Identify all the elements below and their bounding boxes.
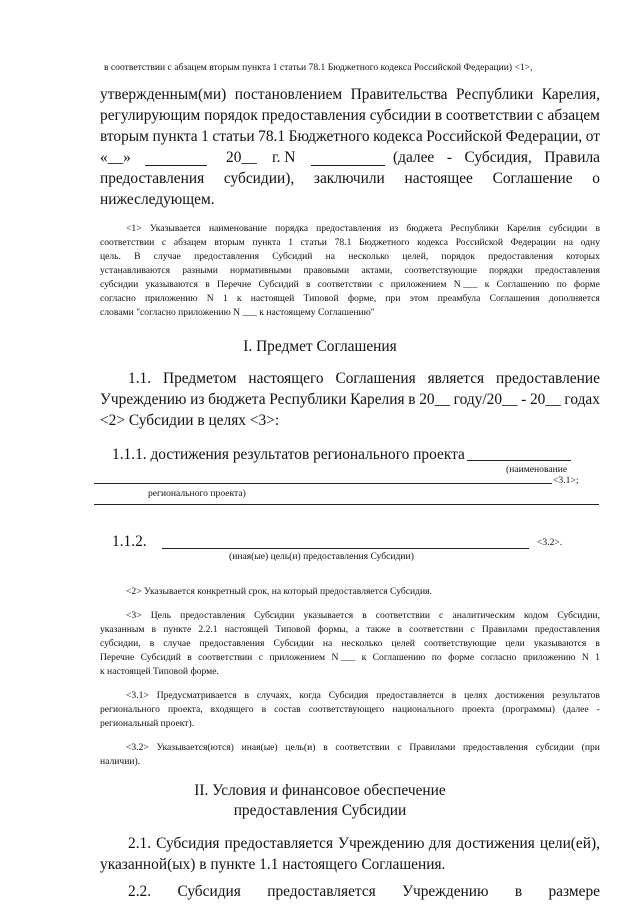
word: настоящей <box>224 624 269 635</box>
word: кодекса <box>373 128 423 145</box>
word: к <box>484 279 490 290</box>
word: с <box>397 742 402 753</box>
word: на <box>563 237 573 248</box>
word: случае <box>153 251 181 262</box>
word: дополняется <box>548 293 600 304</box>
word: - <box>596 704 600 715</box>
word: случаях, <box>256 690 292 701</box>
preamble-line-6: нижеследующем. <box>100 191 215 208</box>
word: из <box>389 223 399 234</box>
word: в <box>151 624 157 635</box>
top-continuation-line: в соответствии с абзацем вторым пункта 1 статьи 78.1 Бюджетного кодекса Российской Федерации) <1>, <box>104 62 533 73</box>
clause-1-1-line-2 <box>100 392 600 407</box>
word: 1 <box>288 237 293 248</box>
word: предоставления <box>100 170 205 187</box>
preamble-line-5 <box>100 171 600 186</box>
word: в <box>261 704 267 715</box>
word: разными <box>182 265 218 276</box>
word: постановлением <box>234 86 343 103</box>
preamble-line-3 <box>100 129 600 144</box>
word: Республики <box>269 391 347 408</box>
project-name-blank-3 <box>94 504 599 505</box>
word: целей <box>391 638 415 649</box>
word: (далее <box>393 149 435 166</box>
word: Соглашению <box>372 652 426 663</box>
word: порядок <box>204 107 258 124</box>
word: Бюджетного <box>359 237 410 248</box>
word: форме <box>448 652 475 663</box>
word: N ___ <box>453 279 478 290</box>
clause-1-1-1-note-b: регионального проекта) <box>148 488 246 499</box>
word: Республики <box>450 223 499 234</box>
word: Соглашение <box>492 170 573 187</box>
word: наименование <box>208 223 267 234</box>
word: 2.2. <box>128 883 152 900</box>
word: 1 <box>201 128 209 145</box>
word: вторым <box>100 128 149 145</box>
word: соответствии <box>375 610 430 621</box>
word: несколько <box>341 638 383 649</box>
word: вторым <box>214 237 245 248</box>
word: в <box>397 624 403 635</box>
preamble-year: 20__ <box>226 149 257 166</box>
word: преамбула <box>437 293 481 304</box>
word: с <box>439 610 444 621</box>
word: Субсидии <box>254 610 295 621</box>
word: приложению <box>522 652 576 663</box>
word: проекта, <box>168 704 203 715</box>
section-2-title-line-2: предоставления Субсидии <box>233 802 407 819</box>
footnote-1-line-3 <box>100 252 600 262</box>
word: приложением <box>390 279 447 290</box>
word: году/20__ <box>453 391 518 408</box>
section-2-title-line-1: II. Условия и финансовое обеспечение <box>194 782 446 799</box>
date-blank-line <box>145 165 207 166</box>
word: статьи <box>300 237 327 248</box>
word: кодом <box>524 610 549 621</box>
word: Перечне <box>100 652 135 663</box>
footnote-3-2-line-1 <box>126 743 600 753</box>
word: а <box>355 624 360 635</box>
word: с <box>379 279 384 290</box>
word: предоставления <box>316 223 382 234</box>
clause-1-1-2-number: 1.1.2. <box>112 533 147 550</box>
word: иная(ые) <box>241 742 278 753</box>
word: соответствии <box>198 652 253 663</box>
word: к <box>236 293 242 304</box>
word: Российской <box>455 237 503 248</box>
word: утвержденным(ми) <box>100 86 227 103</box>
word: Правилами <box>481 624 528 635</box>
word: 20__ <box>419 391 450 408</box>
word: устанавливаются <box>100 265 171 276</box>
word: одну <box>580 237 600 248</box>
word: 2.1. <box>128 835 152 852</box>
word: 1.1. <box>128 370 152 387</box>
word: Субсидия <box>156 835 220 852</box>
word: соответствии <box>317 279 372 290</box>
word: - <box>521 391 527 408</box>
word: предоставления <box>199 638 265 649</box>
word: в <box>595 638 600 649</box>
word: цель. <box>100 251 121 262</box>
word: предоставляется <box>267 883 376 900</box>
word: Учреждению <box>338 835 424 852</box>
word: Республики <box>456 86 534 103</box>
word: Предметом <box>162 370 237 387</box>
preamble-line-1 <box>100 87 600 102</box>
word: пункта <box>252 237 281 248</box>
word: N ___ <box>331 652 356 663</box>
word: соответствии <box>100 237 155 248</box>
footnote-1-line-6 <box>100 294 600 304</box>
project-name-blank <box>467 460 571 461</box>
word: в <box>244 690 250 701</box>
clause-1-1-1: 1.1.1. достижения результатов регионального проекта <box>112 446 465 463</box>
word: Типовой <box>275 624 311 635</box>
word: <1> <box>126 223 142 234</box>
word: национального <box>392 704 454 715</box>
word: несколько <box>348 251 390 262</box>
word: цель(и) <box>285 742 316 753</box>
word: Правительства <box>350 86 448 103</box>
word: Российской <box>426 128 503 145</box>
word: Правила <box>544 149 600 166</box>
word: нормативными <box>230 265 292 276</box>
word: регионального <box>100 704 160 715</box>
word: 1 <box>222 293 228 304</box>
word: абзацем <box>547 107 600 124</box>
word: актами, <box>361 265 393 276</box>
preamble-number-label: г. N <box>272 149 296 166</box>
footnote-2: <2> Указывается конкретный срок, на который предоставляется Субсидия. <box>126 586 432 597</box>
word: предоставление <box>496 370 600 387</box>
word: предоставления <box>261 107 366 124</box>
word: пункта <box>152 128 198 145</box>
clause-1-1-1-ref: <3.1>; <box>553 475 579 486</box>
word: с <box>470 624 475 635</box>
word: указываются <box>533 638 587 649</box>
clause-1-1-2-ref: <3.2>. <box>537 537 563 548</box>
word: формы, <box>317 624 349 635</box>
word: Перечне <box>217 279 252 290</box>
word: статьи <box>212 128 255 145</box>
footnote-1-line-4 <box>100 266 600 276</box>
word: форме <box>573 279 600 290</box>
word: Субсидий <box>140 652 181 663</box>
word: из <box>190 391 205 408</box>
word: (при <box>581 742 600 753</box>
word: Учреждению <box>402 883 489 900</box>
word: предоставления <box>534 624 600 635</box>
word: достижения <box>495 690 545 701</box>
footnote-3-line-1 <box>126 611 600 621</box>
word: предоставления <box>488 251 553 262</box>
word: Учреждению <box>100 391 187 408</box>
word: правовыми <box>303 265 350 276</box>
word: Карелия <box>350 391 405 408</box>
word: предоставления <box>463 742 528 753</box>
section-1-title: I. Предмет Соглашения <box>243 338 397 355</box>
word: в <box>306 279 311 290</box>
word: N <box>581 652 589 663</box>
word: настоящее <box>404 170 473 187</box>
footnote-3-line-4 <box>100 653 600 663</box>
word: соответствии <box>409 624 464 635</box>
word: предоставляется <box>224 835 334 852</box>
word: в <box>408 391 416 408</box>
word: форме, <box>347 293 377 304</box>
word: годах <box>564 391 600 408</box>
word: согласно <box>480 652 517 663</box>
word: Указывается <box>149 223 201 234</box>
word: предоставления <box>535 265 600 276</box>
word: субсидии <box>100 279 139 290</box>
word: Правилами <box>409 742 456 753</box>
word: (программы) <box>502 704 555 715</box>
clause-1-1-line-1 <box>128 371 600 386</box>
footnote-3-1-line-1 <box>126 691 600 701</box>
word: Соглашения <box>489 293 540 304</box>
word: заключили <box>313 170 385 187</box>
word: к <box>361 652 367 663</box>
word: о <box>592 170 600 187</box>
word: Карелия <box>506 223 541 234</box>
word: предоставления <box>194 251 260 262</box>
word: проекта <box>461 704 495 715</box>
word: в <box>205 279 210 290</box>
word: Субсидия <box>328 690 369 701</box>
word: <3.2> <box>126 742 149 753</box>
word: Субсидия, <box>464 149 532 166</box>
word: 2.2.1 <box>198 624 218 635</box>
word: порядок <box>441 251 475 262</box>
word: абзацем <box>173 237 207 248</box>
word: субсидии, <box>100 638 141 649</box>
word: в <box>451 690 457 701</box>
word: от <box>585 128 600 145</box>
word: указывается <box>303 610 354 621</box>
word: соответствии <box>445 107 533 124</box>
footnote-3-line-3 <box>100 639 600 649</box>
word: предоставляется <box>376 690 444 701</box>
word: с <box>161 237 167 248</box>
word: порядки <box>489 265 523 276</box>
word: аналитическим <box>452 610 515 621</box>
word: Соглашения <box>335 370 416 387</box>
word: согласно <box>100 293 136 304</box>
other-goal-blank <box>162 548 529 549</box>
word: регулирующим <box>100 107 201 124</box>
preamble-date-open: «__» <box>100 149 131 166</box>
clause-2-1-line-2: указанной(ых) в пункте 1.1 настоящего Соглашения. <box>100 856 446 873</box>
footnote-3-line-5: к настоящей Типовой форме. <box>100 666 219 677</box>
footnote-3-2-line-2: наличии). <box>100 756 141 767</box>
word: 20__ <box>529 391 561 408</box>
word: N <box>206 293 214 304</box>
word: с <box>536 107 544 124</box>
word: соответствующего <box>308 704 385 715</box>
word: в <box>514 883 523 900</box>
word: соответствии <box>335 742 390 753</box>
word: Бюджетного <box>288 128 370 145</box>
word: на <box>322 638 333 649</box>
word: в <box>323 742 328 753</box>
word: в <box>362 610 367 621</box>
word: достижения <box>456 835 535 852</box>
word: соответствующие <box>404 265 477 276</box>
clause-1-1-line-3: <2> Субсидии в целях <3>: <box>100 412 280 429</box>
word: при <box>385 293 401 304</box>
preamble-line-2 <box>100 108 600 123</box>
word: когда <box>299 690 321 701</box>
word: Федерации <box>510 237 556 248</box>
word: 78.1 <box>258 128 286 145</box>
word: в <box>434 107 443 124</box>
word: - <box>446 149 452 166</box>
word: цели(ей), <box>539 835 600 852</box>
footnote-3-1-line-3: региональный проект). <box>100 718 195 729</box>
word: предоставления <box>180 610 246 621</box>
word: Цель <box>150 610 172 621</box>
footnote-1-line-7: словами "согласно приложению N ___ к настоящему Соглашению" <box>100 307 375 318</box>
word: в <box>187 652 192 663</box>
word: Субсидия <box>177 883 241 900</box>
word: субсидии <box>369 107 432 124</box>
word: 78.1 <box>334 237 352 248</box>
word: является <box>427 370 485 387</box>
clause-2-1-line-1 <box>128 836 600 851</box>
word: по <box>556 279 567 290</box>
word: В <box>134 251 141 262</box>
word: результатов <box>552 690 600 701</box>
word: Субсидий <box>272 251 313 262</box>
word: Федерации, <box>505 128 583 145</box>
word: в <box>595 223 600 234</box>
project-name-blank-2 <box>94 483 552 484</box>
word: настоящего <box>248 370 324 387</box>
word: Соглашению <box>496 279 550 290</box>
word: Указывается(ются) <box>156 742 234 753</box>
word: состав <box>274 704 301 715</box>
word: Субсидии <box>273 638 314 649</box>
word: Предусматривается <box>156 690 237 701</box>
word: 1 <box>595 652 600 663</box>
clause-2-2-line-1 <box>128 884 600 899</box>
footnote-1-line-1 <box>126 224 600 234</box>
word: для <box>428 835 452 852</box>
word: на <box>325 251 336 262</box>
word: приложением <box>269 652 326 663</box>
word: <3.1> <box>126 690 149 701</box>
word: размере <box>548 883 600 900</box>
word: приложению <box>144 293 198 304</box>
word: <3> <box>126 610 142 621</box>
footnote-3-line-2 <box>100 625 600 635</box>
word: Типовой <box>303 293 339 304</box>
word: соответствующие <box>423 638 497 649</box>
word: (далее <box>562 704 589 715</box>
word: Субсидии, <box>557 610 600 621</box>
footnote-1-line-2 <box>100 238 600 248</box>
word: указанным <box>100 624 145 635</box>
word: субсидии), <box>223 170 295 187</box>
word: порядка <box>275 223 308 234</box>
word: субсидии <box>548 223 588 234</box>
word: с <box>258 652 263 663</box>
word: кодекса <box>417 237 449 248</box>
word: настоящей <box>250 293 295 304</box>
word: этом <box>409 293 429 304</box>
word: бюджета <box>208 391 266 408</box>
word: Карелия, <box>541 86 600 103</box>
word: по <box>431 652 442 663</box>
word: указываются <box>145 279 198 290</box>
word: пункте <box>163 624 192 635</box>
word: которых <box>566 251 600 262</box>
clause-1-1-1-note-a: (наименование <box>506 464 568 475</box>
preamble-line-4-tail <box>393 150 600 165</box>
clause-1-1-2-note: (иная(ые) цель(и) предоставления Субсидии) <box>229 551 414 562</box>
word: бюджета <box>406 223 443 234</box>
footnote-3-1-line-2 <box>100 705 600 715</box>
word: в <box>149 638 155 649</box>
number-blank-line <box>311 165 385 166</box>
word: также <box>366 624 391 635</box>
word: цели <box>505 638 525 649</box>
footnote-1-line-5 <box>100 280 600 290</box>
word: входящего <box>210 704 254 715</box>
word: целей, <box>402 251 429 262</box>
word: Субсидий <box>258 279 299 290</box>
word: случае <box>163 638 191 649</box>
word: целях <box>464 690 488 701</box>
word: субсидии <box>535 742 574 753</box>
